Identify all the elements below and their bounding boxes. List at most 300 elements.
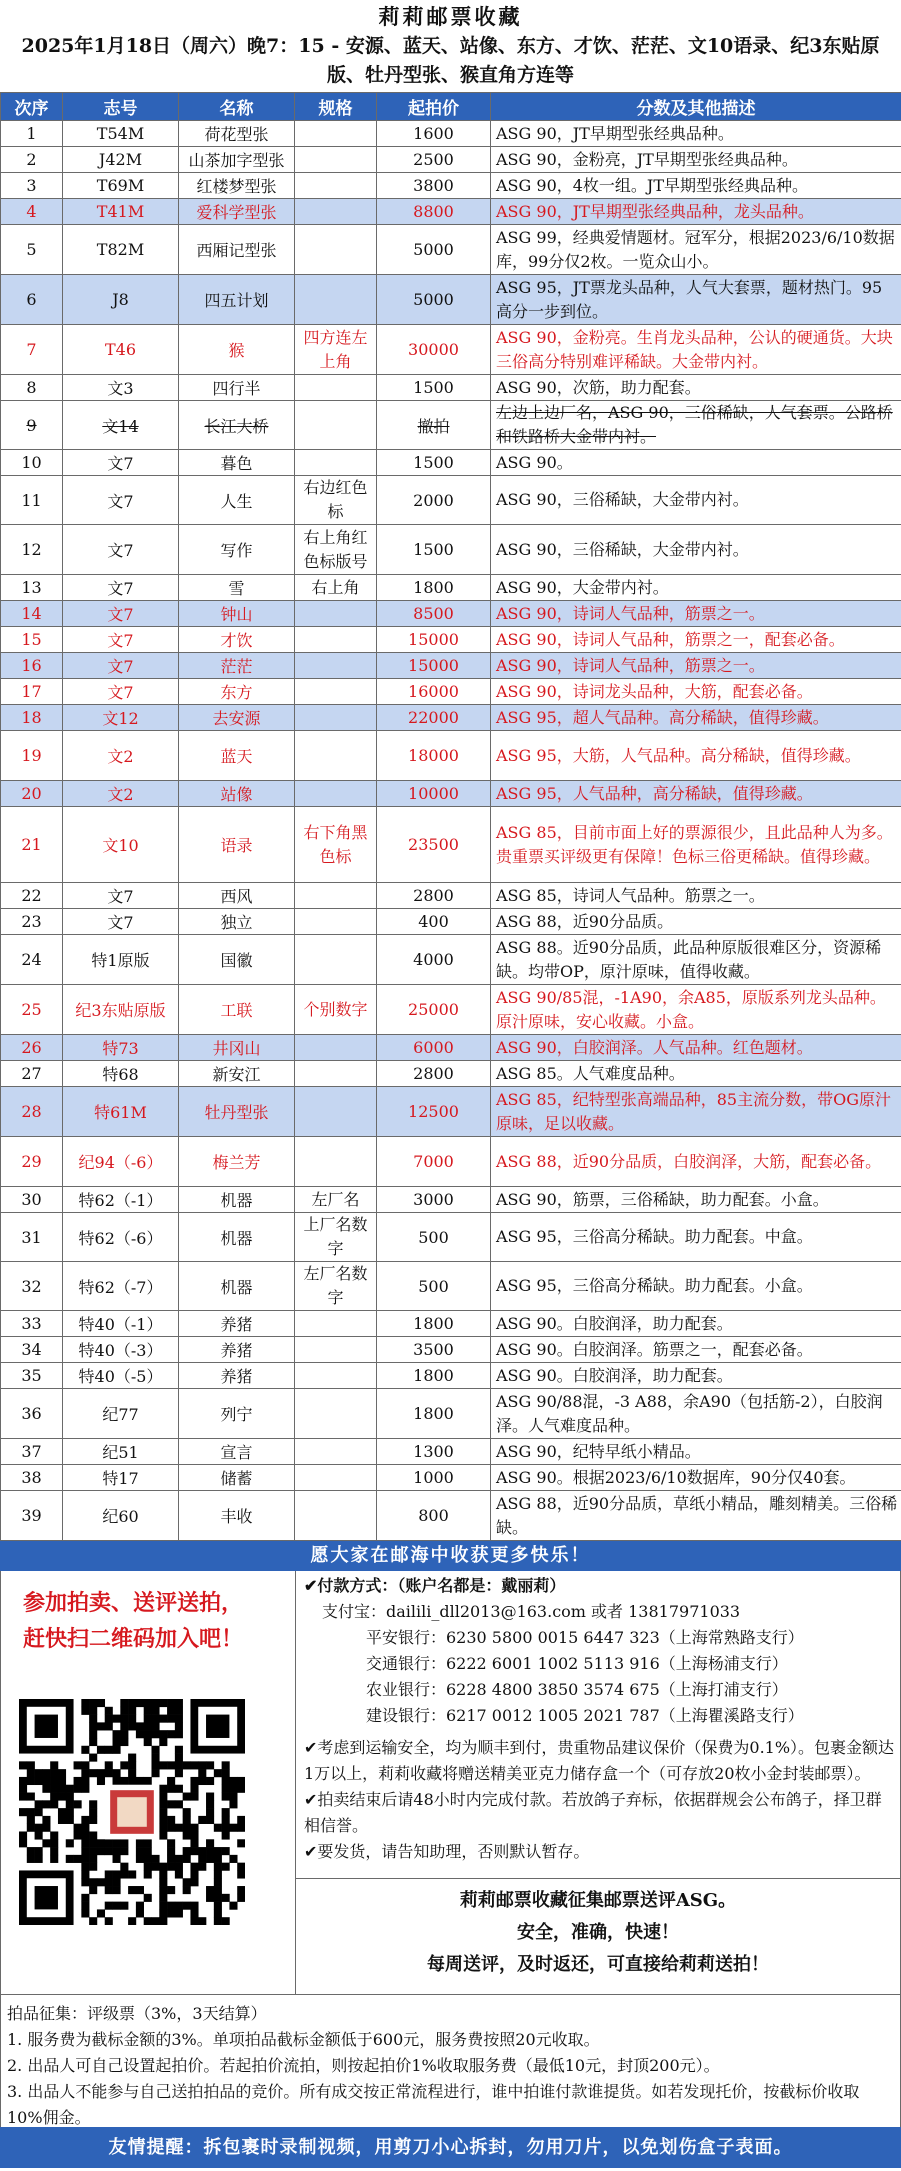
cell-price: 8800 <box>377 199 491 225</box>
table-row <box>1 1213 901 1262</box>
cell-name: 储蓄 <box>179 1465 295 1491</box>
cell-name: 猴 <box>179 325 295 375</box>
cell-spec <box>295 1087 377 1137</box>
table-row <box>1 1465 901 1491</box>
cell-spec <box>295 627 377 653</box>
cell-spec: 个别数字 <box>295 985 377 1035</box>
cell-code: J42M <box>63 147 179 173</box>
table-row <box>1 199 901 225</box>
cell-no: 15 <box>1 627 63 653</box>
cell-desc: ASG 90，纪特早纸小精品。 <box>491 1439 901 1465</box>
cell-spec <box>295 199 377 225</box>
cell-price: 8500 <box>377 601 491 627</box>
cell-code: 文7 <box>63 883 179 909</box>
cell-desc: ASG 99，经典爱情题材。冠军分，根据2023/6/10数据库，99分仅2枚。一览众山小。 <box>491 225 901 275</box>
cell-desc: ASG 90。白胶润泽，助力配套。 <box>491 1363 901 1389</box>
cell-price: 2500 <box>377 147 491 173</box>
cell-spec <box>295 1491 377 1541</box>
table-row <box>1 705 901 731</box>
cell-price: 23500 <box>377 807 491 883</box>
cell-price: 1000 <box>377 1465 491 1491</box>
cell-spec <box>295 1137 377 1187</box>
column-header: 规格 <box>295 93 377 121</box>
cell-no: 10 <box>1 450 63 476</box>
cell-desc: ASG 95，三俗高分稀缺。助力配套。小盒。 <box>491 1262 901 1311</box>
cell-name: 东方 <box>179 679 295 705</box>
cell-code: 特62（-7） <box>63 1262 179 1311</box>
cell-code: 文7 <box>63 653 179 679</box>
table-row <box>1 121 901 147</box>
cell-price: 1500 <box>377 375 491 401</box>
cell-name: 养猪 <box>179 1363 295 1389</box>
cell-spec <box>295 225 377 275</box>
payment-title: ✔付款方式：（账户名都是：戴丽莉） <box>304 1576 566 1595</box>
table-row <box>1 1439 901 1465</box>
cell-spec <box>295 1439 377 1465</box>
cell-desc: ASG 90。 <box>491 450 901 476</box>
cell-no: 35 <box>1 1363 63 1389</box>
cell-no: 1 <box>1 121 63 147</box>
cell-price: 25000 <box>377 985 491 1035</box>
cell-desc: ASG 90，三俗稀缺，大金带内衬。 <box>491 525 901 575</box>
cell-code: T41M <box>63 199 179 225</box>
cell-no: 24 <box>1 935 63 985</box>
promo-text: 参加拍卖、送评送拍， 赶快扫二维码加入吧！ <box>23 1590 244 1652</box>
cell-no: 20 <box>1 781 63 807</box>
cell-name: 工联 <box>179 985 295 1035</box>
bank-line: 交通银行：6222 6001 1002 5113 916（上海杨浦支行） <box>366 1654 788 1673</box>
table-row <box>1 985 901 1035</box>
cell-desc: ASG 90。根据2023/6/10数据库，90分仅40套。 <box>491 1465 901 1491</box>
cell-price: 30000 <box>377 325 491 375</box>
cell-desc: ASG 85，纪特型张高端品种，85主流分数，带OG原汁原味，足以收藏。 <box>491 1087 901 1137</box>
table-row <box>1 935 901 985</box>
table-row <box>1 275 901 325</box>
cell-spec <box>295 147 377 173</box>
cell-price: 1600 <box>377 121 491 147</box>
cell-spec: 右下角黑色标 <box>295 807 377 883</box>
cell-name: 养猪 <box>179 1337 295 1363</box>
cell-price: 2800 <box>377 1061 491 1087</box>
cell-code: 文7 <box>63 476 179 525</box>
table-row <box>1 1137 901 1187</box>
cell-no: 9 <box>1 401 63 450</box>
cell-code: J8 <box>63 275 179 325</box>
cell-spec <box>295 1389 377 1439</box>
cell-name: 机器 <box>179 1187 295 1213</box>
cell-spec: 上厂名数字 <box>295 1213 377 1262</box>
table-row <box>1 781 901 807</box>
header <box>0 0 901 92</box>
column-header: 名称 <box>179 93 295 121</box>
cell-price: 3500 <box>377 1337 491 1363</box>
cell-no: 23 <box>1 909 63 935</box>
cell-desc: ASG 88，近90分品质。 <box>491 909 901 935</box>
payment-info <box>296 1571 900 1879</box>
cell-code: 特17 <box>63 1465 179 1491</box>
cell-price: 22000 <box>377 705 491 731</box>
cell-name: 红楼梦型张 <box>179 173 295 199</box>
column-header: 次序 <box>1 93 63 121</box>
cell-code: 文12 <box>63 705 179 731</box>
cell-spec <box>295 1035 377 1061</box>
cell-code: 文14 <box>63 401 179 450</box>
cell-name: 荷花型张 <box>179 121 295 147</box>
cell-price: 7000 <box>377 1137 491 1187</box>
cell-name: 站像 <box>179 781 295 807</box>
cell-price: 15000 <box>377 653 491 679</box>
info-section <box>0 1571 901 1995</box>
cell-name: 去安源 <box>179 705 295 731</box>
cell-desc: ASG 90，4枚一组。JT早期型张经典品种。 <box>491 173 901 199</box>
cell-name: 语录 <box>179 807 295 883</box>
cell-price: 10000 <box>377 781 491 807</box>
cell-desc: ASG 90，金粉亮。生肖龙头品种，公认的硬通货。大块三俗高分特别难评稀缺。大金带内衬。 <box>491 325 901 375</box>
cell-name: 四行半 <box>179 375 295 401</box>
cell-no: 38 <box>1 1465 63 1491</box>
table-row <box>1 173 901 199</box>
cell-spec <box>295 1363 377 1389</box>
cell-desc: ASG 95，三俗高分稀缺。助力配套。中盒。 <box>491 1213 901 1262</box>
qr-code-icon[interactable] <box>19 1699 245 1925</box>
cell-spec <box>295 731 377 781</box>
cell-price: 500 <box>377 1213 491 1262</box>
cell-code: T46 <box>63 325 179 375</box>
friendly-reminder: 友情提醒：拆包裹时录制视频，用剪刀小心拆封，勿用刀片，以免划伤盒子表面。 <box>0 2127 901 2168</box>
cell-name: 西风 <box>179 883 295 909</box>
cell-desc: ASG 90，诗词人气品种，筋票之一，配套必备。 <box>491 627 901 653</box>
cell-price: 6000 <box>377 1035 491 1061</box>
cell-no: 18 <box>1 705 63 731</box>
cell-desc: ASG 90，三俗稀缺，大金带内衬。 <box>491 476 901 525</box>
cell-code: T54M <box>63 121 179 147</box>
cell-spec <box>295 1061 377 1087</box>
cell-price: 1800 <box>377 575 491 601</box>
collection-terms <box>0 1995 901 2127</box>
table-row <box>1 1491 901 1541</box>
cell-spec <box>295 1337 377 1363</box>
table-row <box>1 679 901 705</box>
cell-price: 18000 <box>377 731 491 781</box>
cell-no: 6 <box>1 275 63 325</box>
cell-no: 30 <box>1 1187 63 1213</box>
cell-name: 才饮 <box>179 627 295 653</box>
cell-no: 12 <box>1 525 63 575</box>
cell-price: 800 <box>377 1491 491 1541</box>
cell-desc: ASG 95，人气品种，高分稀缺，值得珍藏。 <box>491 781 901 807</box>
cell-name: 雪 <box>179 575 295 601</box>
cell-no: 7 <box>1 325 63 375</box>
collection-rule: 2. 出品人可自己设置起拍价。若起拍价流拍，则按起拍价1%收取服务费（最低10元，封顶200元）。 <box>7 2056 720 2075</box>
table-row <box>1 1389 901 1439</box>
cell-no: 28 <box>1 1087 63 1137</box>
cell-name: 茫茫 <box>179 653 295 679</box>
cell-name: 人生 <box>179 476 295 525</box>
cell-price: 4000 <box>377 935 491 985</box>
collection-rule: 3. 出品人不能参与自己送拍拍品的竞价。所有成交按正常流程进行，谁中拍谁付款谁提货。如若发现托价，按截标价收取10%佣金。 <box>7 2082 860 2127</box>
qr-code[interactable] <box>19 1699 245 1929</box>
bank-line: 建设银行：6217 0012 1005 2021 787（上海瞿溪路支行） <box>366 1706 804 1725</box>
table-row <box>1 525 901 575</box>
cell-desc: ASG 85，目前市面上好的票源很少，且此品种人为多。贵重票买评级更有保障！色标三俗更稀缺。值得珍藏。 <box>491 807 901 883</box>
cell-desc: ASG 90。白胶润泽，助力配套。 <box>491 1311 901 1337</box>
cell-no: 29 <box>1 1137 63 1187</box>
table-row <box>1 375 901 401</box>
cell-no: 3 <box>1 173 63 199</box>
cell-spec <box>295 375 377 401</box>
cell-price: 12500 <box>377 1087 491 1137</box>
table-row <box>1 225 901 275</box>
table-row <box>1 1337 901 1363</box>
cell-name: 暮色 <box>179 450 295 476</box>
cell-code: 特61M <box>63 1087 179 1137</box>
cell-no: 25 <box>1 985 63 1035</box>
cell-code: 文2 <box>63 781 179 807</box>
cell-code: 纪77 <box>63 1389 179 1439</box>
payment-deadline-note: ✔拍卖结束后请48小时内完成付款。若放鸽子弃标，依据群规会公布鸽子，择卫群相信誉。 <box>304 1790 882 1835</box>
cell-no: 14 <box>1 601 63 627</box>
cell-no: 31 <box>1 1213 63 1262</box>
cell-spec: 左厂名数字 <box>295 1262 377 1311</box>
cell-desc: ASG 88，近90分品质，草纸小精品，雕刻精美。三俗稀缺。 <box>491 1491 901 1541</box>
cell-no: 16 <box>1 653 63 679</box>
cell-spec <box>295 1311 377 1337</box>
shipping-request-note: ✔要发货，请告知助理，否则默认暂存。 <box>304 1842 590 1861</box>
cell-name: 长江大桥 <box>179 401 295 450</box>
cell-name: 梅兰芳 <box>179 1137 295 1187</box>
cell-spec: 右上角 <box>295 575 377 601</box>
cell-code: 特62（-1） <box>63 1187 179 1213</box>
cell-spec <box>295 450 377 476</box>
cell-name: 机器 <box>179 1262 295 1311</box>
cell-name: 丰收 <box>179 1491 295 1541</box>
cell-code: 文7 <box>63 679 179 705</box>
column-header: 志号 <box>63 93 179 121</box>
cell-name: 列宁 <box>179 1389 295 1439</box>
cell-spec <box>295 883 377 909</box>
cell-no: 4 <box>1 199 63 225</box>
cell-name: 机器 <box>179 1213 295 1262</box>
cell-price: 2000 <box>377 476 491 525</box>
cell-code: 特73 <box>63 1035 179 1061</box>
cell-code: 特40（-3） <box>63 1337 179 1363</box>
cell-desc: ASG 90/85混，-1A90，余A85，原版系列龙头品种。原汁原味，安心收藏。小盒。 <box>491 985 901 1035</box>
cell-spec <box>295 781 377 807</box>
table-row <box>1 1363 901 1389</box>
cell-code: 特68 <box>63 1061 179 1087</box>
cell-code: 文7 <box>63 627 179 653</box>
cell-code: 文7 <box>63 525 179 575</box>
cell-desc: ASG 90，JT早期型张经典品种。 <box>491 121 901 147</box>
cell-price: 1500 <box>377 525 491 575</box>
cell-name: 宣言 <box>179 1439 295 1465</box>
cell-code: 特40（-5） <box>63 1363 179 1389</box>
table-row <box>1 325 901 375</box>
cell-no: 33 <box>1 1311 63 1337</box>
cell-desc: ASG 88。近90分品质，此品种原版很难区分，资源稀缺。均带OP，原汁原味，值得收藏。 <box>491 935 901 985</box>
cell-price: 5000 <box>377 225 491 275</box>
cell-no: 21 <box>1 807 63 883</box>
cell-name: 牡丹型张 <box>179 1087 295 1137</box>
cell-desc: ASG 90，诗词人气品种，筋票之一。 <box>491 653 901 679</box>
cell-no: 13 <box>1 575 63 601</box>
cell-name: 独立 <box>179 909 295 935</box>
cell-code: 文7 <box>63 575 179 601</box>
cell-price: 400 <box>377 909 491 935</box>
cell-desc: ASG 90，诗词龙头品种，大筋，配套必备。 <box>491 679 901 705</box>
cell-price: 15000 <box>377 627 491 653</box>
table-row <box>1 401 901 450</box>
cell-desc: ASG 95，超人气品种。高分稀缺，值得珍藏。 <box>491 705 901 731</box>
cell-desc: ASG 90，大金带内衬。 <box>491 575 901 601</box>
cell-price: 5000 <box>377 275 491 325</box>
cell-name: 西厢记型张 <box>179 225 295 275</box>
cell-code: 文7 <box>63 909 179 935</box>
cell-no: 36 <box>1 1389 63 1439</box>
table-row <box>1 1061 901 1087</box>
bank-line: 农业银行：6228 4800 3850 3574 675（上海打浦支行） <box>366 1680 788 1699</box>
table-row <box>1 1035 901 1061</box>
cell-no: 26 <box>1 1035 63 1061</box>
cell-price: 撤拍 <box>377 401 491 450</box>
cell-code: 文10 <box>63 807 179 883</box>
cell-price: 500 <box>377 1262 491 1311</box>
greeting-banner: 愿大家在邮海中收获更多快乐！ <box>0 1541 901 1571</box>
table-row <box>1 1311 901 1337</box>
cell-no: 27 <box>1 1061 63 1087</box>
cell-price: 16000 <box>377 679 491 705</box>
cell-price: 1800 <box>377 1311 491 1337</box>
cell-code: 纪94（-6） <box>63 1137 179 1187</box>
cell-no: 19 <box>1 731 63 781</box>
promo-panel <box>1 1571 296 1994</box>
cell-name: 井冈山 <box>179 1035 295 1061</box>
cell-code: 文7 <box>63 450 179 476</box>
table-row <box>1 627 901 653</box>
cell-name: 钟山 <box>179 601 295 627</box>
cell-spec <box>295 173 377 199</box>
cell-desc: ASG 90，筋票，三俗稀缺，助力配套。小盒。 <box>491 1187 901 1213</box>
table-row <box>1 476 901 525</box>
cell-no: 34 <box>1 1337 63 1363</box>
column-header: 起拍价 <box>377 93 491 121</box>
cell-spec <box>295 935 377 985</box>
cell-name: 国徽 <box>179 935 295 985</box>
cell-code: 纪60 <box>63 1491 179 1541</box>
cell-code: 文2 <box>63 731 179 781</box>
cell-no: 37 <box>1 1439 63 1465</box>
table-row <box>1 731 901 781</box>
cell-spec <box>295 601 377 627</box>
cell-code: 文7 <box>63 601 179 627</box>
cell-desc: ASG 90/88混，-3 A88，余A90（包括筋-2），白胶润泽。人气难度品种。 <box>491 1389 901 1439</box>
cell-spec: 四方连左上角 <box>295 325 377 375</box>
cell-price: 1300 <box>377 1439 491 1465</box>
cell-spec: 左厂名 <box>295 1187 377 1213</box>
lot-table <box>0 92 901 1541</box>
cell-code: T82M <box>63 225 179 275</box>
cell-name: 四五计划 <box>179 275 295 325</box>
cell-spec <box>295 275 377 325</box>
cell-price: 1500 <box>377 450 491 476</box>
cell-name: 新安江 <box>179 1061 295 1087</box>
table-row <box>1 1187 901 1213</box>
cell-no: 2 <box>1 147 63 173</box>
cell-spec <box>295 1465 377 1491</box>
cell-desc: ASG 90，白胶润泽。人气品种。红色题材。 <box>491 1035 901 1061</box>
cell-desc: ASG 90，诗词人气品种，筋票之一。 <box>491 601 901 627</box>
table-row <box>1 450 901 476</box>
column-header: 分数及其他描述 <box>491 93 901 121</box>
cell-desc: 左边上边厂名，ASG 90，三俗稀缺，人气套票。公路桥和铁路桥大金带内衬。 <box>491 401 901 450</box>
table-row <box>1 147 901 173</box>
cell-code: 特1原版 <box>63 935 179 985</box>
cell-desc: ASG 95，大筋，人气品种。高分稀缺，值得珍藏。 <box>491 731 901 781</box>
cell-no: 5 <box>1 225 63 275</box>
table-row <box>1 575 901 601</box>
table-header-row <box>1 93 901 121</box>
cell-price: 3000 <box>377 1187 491 1213</box>
table-row <box>1 807 901 883</box>
cell-name: 写作 <box>179 525 295 575</box>
cell-no: 17 <box>1 679 63 705</box>
table-row <box>1 601 901 627</box>
table-row <box>1 1087 901 1137</box>
shipping-note: ✔考虑到运输安全，均为顺丰到付，贵重物品建议保价（保费为0.1%）。包裹金额达1万以上，莉莉收藏将赠送精美亚克力储存盒一个（可存放20枚小金封装邮票）。 <box>304 1738 895 1783</box>
cell-desc: ASG 90，金粉亮，JT早期型张经典品种。 <box>491 147 901 173</box>
cell-price: 1800 <box>377 1389 491 1439</box>
table-row <box>1 909 901 935</box>
cell-code: 文3 <box>63 375 179 401</box>
cell-name: 养猪 <box>179 1311 295 1337</box>
cell-desc: ASG 85，诗词人气品种。筋票之一。 <box>491 883 901 909</box>
cell-no: 32 <box>1 1262 63 1311</box>
table-row <box>1 1262 901 1311</box>
cell-desc: ASG 90。白胶润泽。筋票之一，配套必备。 <box>491 1337 901 1363</box>
cell-price: 3800 <box>377 173 491 199</box>
collection-title: 拍品征集：评级票（3%，3天结算） <box>7 2004 267 2023</box>
cell-price: 1800 <box>377 1363 491 1389</box>
cell-code: T69M <box>63 173 179 199</box>
cell-spec <box>295 653 377 679</box>
cell-desc: ASG 90，JT早期型张经典品种，龙头品种。 <box>491 199 901 225</box>
cell-spec: 右上角红色标版号 <box>295 525 377 575</box>
cell-spec <box>295 909 377 935</box>
cell-no: 39 <box>1 1491 63 1541</box>
cell-desc: ASG 95，JT票龙头品种，人气大套票，题材热门。95高分一步到位。 <box>491 275 901 325</box>
bank-line: 平安银行：6230 5800 0015 6447 323（上海常熟路支行） <box>366 1628 804 1647</box>
page-title: 莉莉邮票收藏 <box>378 4 523 29</box>
cell-code: 纪51 <box>63 1439 179 1465</box>
cell-code: 特40（-1） <box>63 1311 179 1337</box>
cell-name: 蓝天 <box>179 731 295 781</box>
auction-subtitle: 2025年1月18日（周六）晚7：15 - 安源、蓝天、站像、东方、才饮、茫茫、文10语录、纪3东贴原版、牡丹型张、猴直角方连等 <box>21 35 880 86</box>
table-row <box>1 883 901 909</box>
asg-service: 莉莉邮票收藏征集邮票送评ASG。 安全，准确，快速！ 每周送评，及时返还，可直接给莉莉送拍！ <box>427 1890 769 1975</box>
collection-rule: 1. 服务费为截标金额的3%。单项拍品截标金额低于600元，服务费按照20元收取。 <box>7 2030 600 2049</box>
cell-spec <box>295 679 377 705</box>
cell-name: 山茶加字型张 <box>179 147 295 173</box>
cell-spec <box>295 121 377 147</box>
payment-panel <box>296 1571 900 1994</box>
table-row <box>1 653 901 679</box>
alipay-line: 支付宝：dailili_dll2013@163.com 或者 13817971033 <box>322 1602 741 1621</box>
cell-name: 爱科学型张 <box>179 199 295 225</box>
cell-no: 22 <box>1 883 63 909</box>
cell-desc: ASG 88，近90分品质，白胶润泽，大筋，配套必备。 <box>491 1137 901 1187</box>
cell-no: 11 <box>1 476 63 525</box>
cell-no: 8 <box>1 375 63 401</box>
